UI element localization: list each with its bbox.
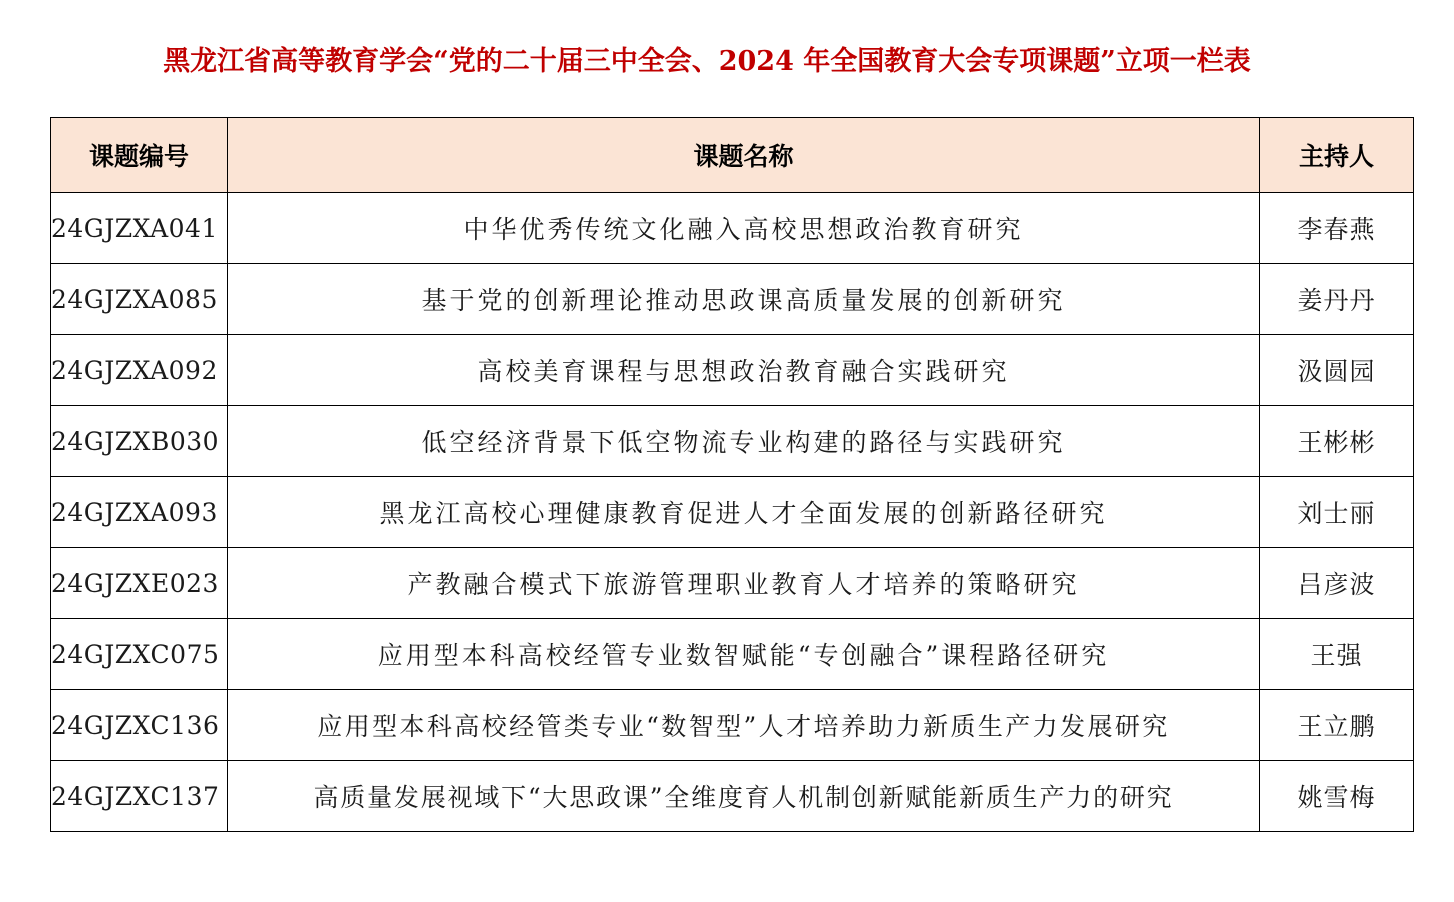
project-host: 王立鹏	[1260, 690, 1414, 761]
project-host: 李春燕	[1260, 193, 1414, 264]
header-code: 课题编号	[51, 118, 228, 193]
table-row	[51, 761, 1414, 832]
project-host: 吕彦波	[1260, 548, 1414, 619]
header-name: 课题名称	[228, 118, 1260, 193]
table-row	[51, 548, 1414, 619]
project-host: 姚雪梅	[1260, 761, 1414, 832]
table-row	[51, 477, 1414, 548]
project-code: 24GJZXB030	[51, 406, 228, 477]
project-code: 24GJZXC137	[51, 761, 228, 832]
project-name: 中华优秀传统文化融入高校思想政治教育研究	[228, 193, 1260, 264]
project-name: 应用型本科高校经管类专业“数智型”人才培养助力新质生产力发展研究	[228, 690, 1260, 761]
project-code: 24GJZXA093	[51, 477, 228, 548]
project-code: 24GJZXC136	[51, 690, 228, 761]
project-name: 应用型本科高校经管专业数智赋能“专创融合”课程路径研究	[228, 619, 1260, 690]
project-name: 基于党的创新理论推动思政课高质量发展的创新研究	[228, 264, 1260, 335]
table-row	[51, 193, 1414, 264]
page-title: 黑龙江省高等教育学会“党的二十届三中全会、2024 年全国教育大会专项课题”立项一栏表	[163, 46, 1251, 77]
project-code: 24GJZXC075	[51, 619, 228, 690]
project-code: 24GJZXE023	[51, 548, 228, 619]
project-host: 王彬彬	[1260, 406, 1414, 477]
project-host: 王强	[1260, 619, 1414, 690]
project-name: 高校美育课程与思想政治教育融合实践研究	[228, 335, 1260, 406]
project-name: 低空经济背景下低空物流专业构建的路径与实践研究	[228, 406, 1260, 477]
table-row	[51, 335, 1414, 406]
table-row	[51, 690, 1414, 761]
project-host: 刘士丽	[1260, 477, 1414, 548]
project-name: 黑龙江高校心理健康教育促进人才全面发展的创新路径研究	[228, 477, 1260, 548]
table-header-row	[51, 118, 1414, 193]
header-host: 主持人	[1260, 118, 1414, 193]
project-code: 24GJZXA041	[51, 193, 228, 264]
table-row	[51, 619, 1414, 690]
project-code: 24GJZXA085	[51, 264, 228, 335]
project-table	[50, 117, 1414, 832]
project-name: 产教融合模式下旅游管理职业教育人才培养的策略研究	[228, 548, 1260, 619]
project-code: 24GJZXA092	[51, 335, 228, 406]
table-row	[51, 264, 1414, 335]
project-name: 高质量发展视域下“大思政课”全维度育人机制创新赋能新质生产力的研究	[228, 761, 1260, 832]
project-host: 汲圆园	[1260, 335, 1414, 406]
project-host: 姜丹丹	[1260, 264, 1414, 335]
table-row	[51, 406, 1414, 477]
